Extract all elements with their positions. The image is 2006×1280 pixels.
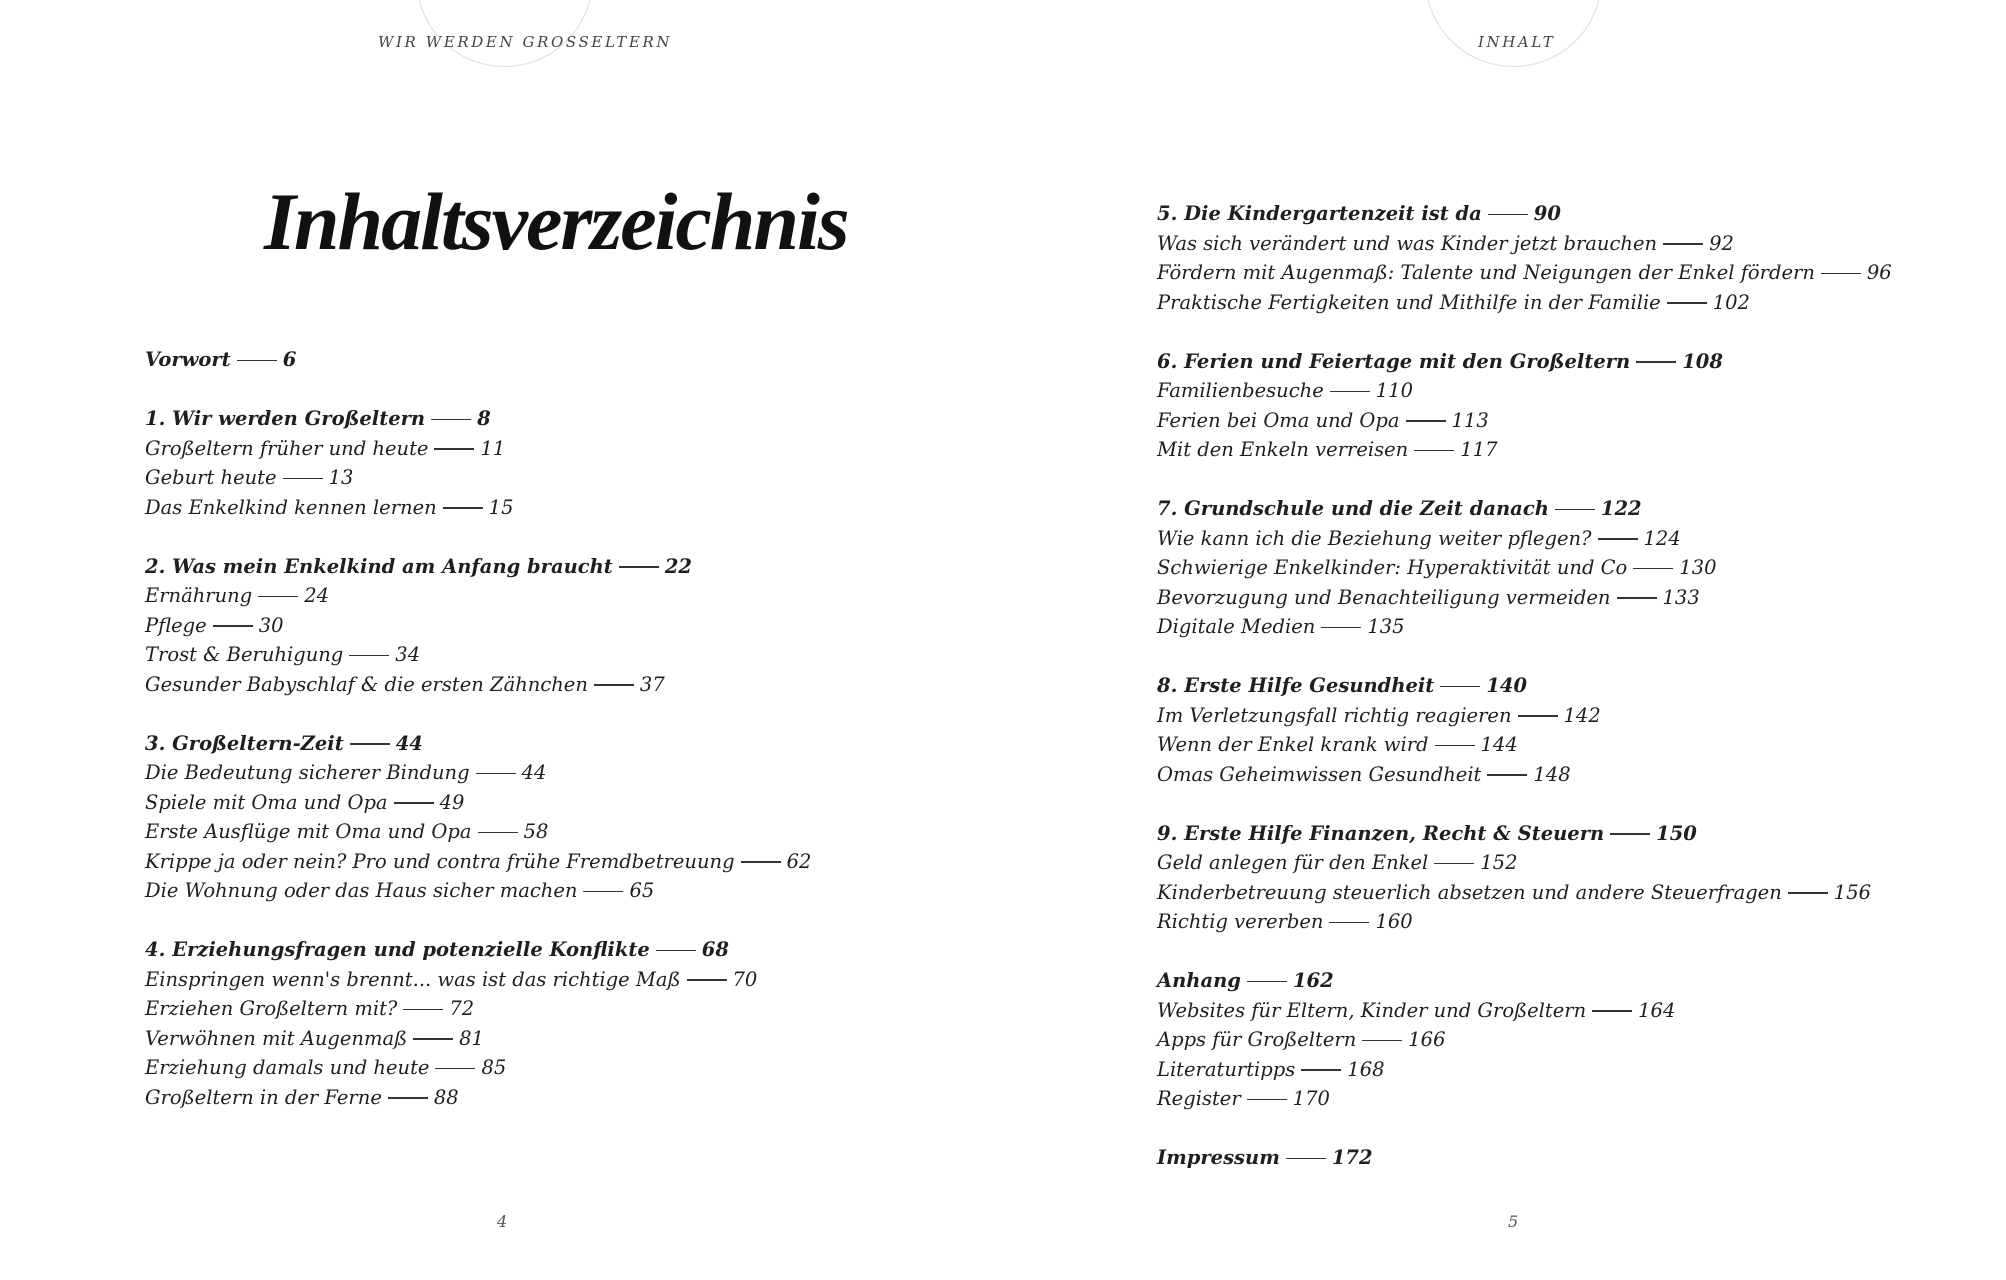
leader-dash bbox=[1247, 981, 1287, 982]
leader-dash bbox=[476, 773, 516, 774]
leader-dash bbox=[394, 802, 434, 803]
leader-dash bbox=[687, 979, 727, 980]
toc-entry-page: 135 bbox=[1367, 615, 1405, 638]
toc-entry-title: 1. Wir werden Großeltern bbox=[145, 407, 426, 430]
toc-entry-page: 96 bbox=[1866, 261, 1892, 284]
toc-entry-title: Fördern mit Augenmaß: Talente und Neigungen der Enkel fördern bbox=[1157, 261, 1815, 284]
toc-entry-page: 6 bbox=[282, 348, 297, 371]
toc-section bbox=[145, 729, 1025, 906]
leader-dash bbox=[619, 566, 659, 567]
toc-entry-title: Erziehung damals und heute bbox=[145, 1056, 430, 1079]
toc-entry-page: 170 bbox=[1292, 1087, 1330, 1110]
toc-entry-title: Richtig vererben bbox=[1157, 910, 1324, 933]
toc-entry-page: 44 bbox=[395, 731, 423, 755]
leader-dash bbox=[413, 1038, 453, 1039]
toc-entry-title: Das Enkelkind kennen lernen bbox=[145, 495, 437, 519]
toc-list-right bbox=[1157, 199, 2006, 1202]
toc-subentry bbox=[145, 847, 1025, 877]
toc-entry-page: 24 bbox=[304, 584, 330, 607]
leader-dash bbox=[1301, 1069, 1341, 1070]
toc-entry-title: Die Wohnung oder das Haus sicher machen bbox=[145, 879, 578, 902]
toc-entry-page: 62 bbox=[786, 849, 812, 873]
leader-dash bbox=[1788, 892, 1828, 893]
toc-entry-page: 142 bbox=[1563, 703, 1601, 727]
toc-section bbox=[1157, 199, 2006, 317]
toc-subentry bbox=[1157, 406, 2006, 436]
right-page bbox=[1003, 0, 2006, 1280]
leader-dash bbox=[1633, 568, 1673, 569]
toc-subentry bbox=[145, 994, 1025, 1024]
toc-entry-page: 168 bbox=[1347, 1057, 1385, 1081]
toc-subentry bbox=[1157, 701, 2006, 731]
toc-entry-title: 5. Die Kindergartenzeit ist da bbox=[1157, 202, 1482, 225]
leader-dash bbox=[349, 655, 389, 656]
toc-subentry bbox=[1157, 878, 2006, 908]
toc-entry-title: Geburt heute bbox=[145, 466, 277, 489]
toc-entry-title: Erziehen Großeltern mit? bbox=[145, 997, 398, 1020]
leader-dash bbox=[1636, 361, 1676, 362]
toc-subentry bbox=[145, 463, 1025, 493]
toc-subentry bbox=[1157, 1084, 2006, 1114]
toc-entry-title: Register bbox=[1157, 1087, 1241, 1110]
toc-subentry bbox=[145, 670, 1025, 700]
toc-entry-page: 172 bbox=[1331, 1146, 1373, 1169]
toc-subentry bbox=[1157, 583, 2006, 613]
toc-subentry bbox=[145, 1024, 1025, 1054]
toc-subentry bbox=[1157, 730, 2006, 760]
toc-entry-page: 150 bbox=[1656, 821, 1697, 845]
toc-entry-title: Mit den Enkeln verreisen bbox=[1157, 438, 1409, 461]
toc-subentry bbox=[145, 640, 1025, 670]
toc-entry-title: Ferien bei Oma und Opa bbox=[1157, 408, 1400, 432]
leader-dash bbox=[443, 507, 483, 508]
leader-dash bbox=[1555, 509, 1595, 510]
toc-subentry bbox=[1157, 907, 2006, 937]
toc-entry-title: 6. Ferien und Feiertage mit den Großeltern bbox=[1157, 349, 1631, 373]
leader-dash bbox=[1487, 774, 1527, 775]
toc-entry-title: Kinderbetreuung steuerlich absetzen und andere Steuerfragen bbox=[1157, 880, 1782, 904]
toc-entry-page: 85 bbox=[481, 1056, 507, 1079]
toc-entry-title: Erste Ausflüge mit Oma und Opa bbox=[145, 820, 472, 843]
leader-dash bbox=[1330, 391, 1370, 392]
leader-dash bbox=[1598, 538, 1638, 539]
toc-entry-title: Im Verletzungsfall richtig reagieren bbox=[1157, 703, 1512, 727]
toc-section bbox=[145, 345, 1025, 375]
toc-entry-page: 90 bbox=[1533, 202, 1561, 225]
leader-dash bbox=[1362, 1040, 1402, 1041]
toc-entry-title: Trost & Beruhigung bbox=[145, 643, 344, 666]
toc-entry-page: 44 bbox=[521, 761, 547, 784]
toc-entry-title: 2. Was mein Enkelkind am Anfang braucht bbox=[145, 554, 613, 578]
toc-subentry bbox=[1157, 1025, 2006, 1055]
toc-subentry bbox=[145, 434, 1025, 464]
toc-subentry bbox=[145, 758, 1025, 788]
toc-entry-page: 140 bbox=[1486, 674, 1528, 697]
leader-dash bbox=[1329, 922, 1369, 923]
toc-entry-page: 15 bbox=[488, 495, 514, 519]
toc-entry-page: 72 bbox=[449, 997, 475, 1020]
toc-entry-title: Ernährung bbox=[145, 584, 253, 607]
leader-dash bbox=[350, 743, 390, 744]
toc-subentry bbox=[145, 1083, 1025, 1113]
toc-entry-page: 133 bbox=[1662, 585, 1700, 609]
leader-dash bbox=[583, 891, 623, 892]
toc-entry-title: Was sich verändert und was Kinder jetzt brauchen bbox=[1157, 231, 1658, 255]
leader-dash bbox=[435, 1068, 475, 1069]
toc-chapter-entry bbox=[1157, 199, 2006, 229]
toc-entry-page: 81 bbox=[459, 1026, 484, 1050]
toc-subentry bbox=[1157, 376, 2006, 406]
toc-chapter-entry bbox=[1157, 671, 2006, 701]
toc-section bbox=[1157, 347, 2006, 465]
leader-dash bbox=[1592, 1010, 1632, 1011]
toc-subentry bbox=[145, 611, 1025, 641]
leader-dash bbox=[237, 360, 277, 361]
toc-chapter-entry bbox=[1157, 347, 2006, 377]
toc-entry-title: 9. Erste Hilfe Finanzen, Recht & Steuern bbox=[1157, 821, 1605, 845]
toc-entry-title: Apps für Großeltern bbox=[1157, 1028, 1357, 1051]
toc-entry-page: 65 bbox=[629, 879, 655, 902]
toc-entry-page: 117 bbox=[1460, 438, 1498, 461]
leader-dash bbox=[1435, 745, 1475, 746]
toc-subentry bbox=[1157, 229, 2006, 259]
toc-entry-title: Wenn der Enkel krank wird bbox=[1157, 733, 1429, 756]
toc-chapter-entry bbox=[1157, 966, 2006, 996]
toc-subentry bbox=[1157, 524, 2006, 554]
leader-dash bbox=[1414, 450, 1454, 451]
running-head: WIR WERDEN GROSSELTERN bbox=[378, 33, 673, 51]
toc-entry-title: Krippe ja oder nein? Pro und contra frühe Fremdbetreuung bbox=[145, 849, 735, 873]
leader-dash bbox=[1434, 863, 1474, 864]
leader-dash bbox=[213, 625, 253, 626]
toc-subentry bbox=[1157, 435, 2006, 465]
toc-entry-page: 113 bbox=[1451, 408, 1489, 432]
leader-dash bbox=[403, 1009, 443, 1010]
toc-entry-page: 37 bbox=[639, 672, 665, 696]
toc-entry-title: Websites für Eltern, Kinder und Großeltern bbox=[1157, 998, 1587, 1022]
running-head: INHALT bbox=[1478, 33, 1556, 51]
toc-list-left bbox=[145, 345, 1025, 1142]
leader-dash bbox=[1821, 273, 1861, 274]
toc-chapter-entry bbox=[1157, 494, 2006, 524]
toc-entry-title: Omas Geheimwissen Gesundheit bbox=[1157, 762, 1482, 786]
toc-section bbox=[145, 935, 1025, 1112]
toc-subentry bbox=[145, 788, 1025, 818]
toc-entry-page: 8 bbox=[477, 407, 491, 430]
toc-entry-page: 58 bbox=[523, 820, 549, 843]
toc-entry-page: 152 bbox=[1480, 851, 1518, 874]
toc-entry-title: Gesunder Babyschlaf & die ersten Zähnchen bbox=[145, 672, 588, 696]
toc-entry-title: Wie kann ich die Beziehung weiter pflegen? bbox=[1157, 526, 1592, 550]
toc-entry-page: 88 bbox=[433, 1085, 459, 1109]
leader-dash bbox=[1247, 1099, 1287, 1100]
toc-entry-page: 92 bbox=[1709, 231, 1734, 255]
toc-entry-title: Einspringen wenn's brennt... was ist das richtige Maß bbox=[145, 967, 681, 991]
toc-subentry bbox=[145, 581, 1025, 611]
leader-dash bbox=[1663, 243, 1703, 244]
toc-entry-page: 122 bbox=[1600, 497, 1642, 520]
toc-entry-page: 144 bbox=[1480, 733, 1518, 756]
toc-entry-page: 110 bbox=[1375, 379, 1413, 402]
toc-section bbox=[1157, 1143, 2006, 1173]
toc-section bbox=[1157, 819, 2006, 937]
leader-dash bbox=[1610, 833, 1650, 834]
toc-subentry bbox=[145, 493, 1025, 523]
page-number: 4 bbox=[497, 1212, 508, 1231]
toc-entry-title: Schwierige Enkelkinder: Hyperaktivität und Co bbox=[1157, 556, 1628, 579]
toc-entry-page: 11 bbox=[480, 436, 506, 460]
leader-dash bbox=[431, 419, 471, 420]
toc-subentry bbox=[145, 1053, 1025, 1083]
toc-entry-title: Verwöhnen mit Augenmaß bbox=[145, 1026, 408, 1050]
toc-subentry bbox=[1157, 848, 2006, 878]
toc-entry-title: Die Bedeutung sicherer Bindung bbox=[145, 761, 470, 784]
toc-section bbox=[1157, 966, 2006, 1114]
toc-chapter-entry bbox=[145, 404, 1025, 434]
toc-entry-page: 166 bbox=[1408, 1028, 1446, 1051]
toc-entry-title: Spiele mit Oma und Opa bbox=[145, 790, 388, 814]
leader-dash bbox=[656, 950, 696, 951]
toc-subentry bbox=[145, 965, 1025, 995]
leader-dash bbox=[258, 596, 298, 597]
leader-dash bbox=[1488, 214, 1528, 215]
toc-entry-page: 148 bbox=[1533, 762, 1571, 786]
toc-subentry bbox=[145, 876, 1025, 906]
toc-chapter-entry bbox=[145, 935, 1025, 965]
toc-chapter-entry bbox=[145, 345, 1025, 375]
toc-entry-title: Familienbesuche bbox=[1157, 379, 1324, 402]
toc-entry-title: Digitale Medien bbox=[1157, 615, 1316, 638]
toc-entry-page: 70 bbox=[732, 967, 758, 991]
leader-dash bbox=[1518, 715, 1558, 716]
toc-entry-title: Geld anlegen für den Enkel bbox=[1157, 851, 1429, 874]
toc-section bbox=[1157, 494, 2006, 642]
toc-entry-page: 30 bbox=[258, 613, 284, 637]
toc-entry-page: 13 bbox=[328, 466, 354, 489]
leader-dash bbox=[1321, 627, 1361, 628]
toc-entry-page: 34 bbox=[395, 643, 421, 666]
toc-subentry bbox=[1157, 553, 2006, 583]
toc-entry-title: Praktische Fertigkeiten und Mithilfe in der Familie bbox=[1157, 290, 1661, 314]
leader-dash bbox=[478, 832, 518, 833]
toc-entry-page: 160 bbox=[1375, 910, 1413, 933]
toc-entry-page: 164 bbox=[1638, 998, 1676, 1022]
toc-entry-page: 68 bbox=[701, 938, 729, 961]
toc-entry-page: 130 bbox=[1679, 556, 1717, 579]
page-title: Inhaltsverzeichnis bbox=[264, 176, 848, 267]
toc-entry-page: 124 bbox=[1643, 526, 1681, 550]
leader-dash bbox=[1440, 686, 1480, 687]
leader-dash bbox=[1406, 420, 1446, 421]
toc-subentry bbox=[1157, 288, 2006, 318]
toc-subentry bbox=[145, 817, 1025, 847]
toc-subentry bbox=[1157, 760, 2006, 790]
toc-entry-title: 3. Großeltern-Zeit bbox=[145, 731, 344, 755]
toc-entry-page: 156 bbox=[1833, 880, 1872, 904]
toc-entry-page: 162 bbox=[1292, 969, 1334, 992]
toc-subentry bbox=[1157, 1055, 2006, 1085]
toc-chapter-entry bbox=[1157, 819, 2006, 849]
toc-chapter-entry bbox=[1157, 1143, 2006, 1173]
toc-entry-title: Großeltern in der Ferne bbox=[145, 1085, 382, 1109]
page-number: 5 bbox=[1508, 1212, 1519, 1231]
toc-subentry bbox=[1157, 996, 2006, 1026]
toc-chapter-entry bbox=[145, 552, 1025, 582]
toc-entry-title: 8. Erste Hilfe Gesundheit bbox=[1157, 674, 1435, 697]
toc-section bbox=[145, 404, 1025, 522]
toc-entry-title: Bevorzugung und Benachteiligung vermeiden bbox=[1157, 585, 1611, 609]
leader-dash bbox=[1286, 1158, 1326, 1159]
leader-dash bbox=[434, 448, 474, 449]
toc-entry-page: 49 bbox=[439, 790, 465, 814]
toc-subentry bbox=[1157, 258, 2006, 288]
toc-section bbox=[1157, 671, 2006, 789]
toc-entry-page: 102 bbox=[1712, 290, 1750, 314]
toc-entry-title: Impressum bbox=[1157, 1146, 1280, 1169]
leader-dash bbox=[388, 1097, 428, 1098]
toc-entry-title: 7. Grundschule und die Zeit danach bbox=[1157, 497, 1549, 520]
toc-subentry bbox=[1157, 612, 2006, 642]
leader-dash bbox=[1667, 302, 1707, 303]
leader-dash bbox=[1617, 597, 1657, 598]
leader-dash bbox=[283, 478, 323, 479]
toc-entry-title: Anhang bbox=[1157, 969, 1241, 992]
toc-section bbox=[145, 552, 1025, 700]
toc-entry-title: Literaturtipps bbox=[1157, 1057, 1296, 1081]
toc-entry-title: Vorwort bbox=[145, 348, 231, 371]
toc-chapter-entry bbox=[145, 729, 1025, 759]
toc-entry-page: 22 bbox=[664, 554, 692, 578]
toc-entry-page: 108 bbox=[1682, 349, 1723, 373]
toc-entry-title: Großeltern früher und heute bbox=[145, 436, 429, 460]
toc-entry-title: Pflege bbox=[145, 613, 207, 637]
leader-dash bbox=[594, 684, 634, 685]
toc-entry-title: 4. Erziehungsfragen und potenzielle Konflikte bbox=[145, 938, 650, 961]
leader-dash bbox=[741, 861, 781, 862]
